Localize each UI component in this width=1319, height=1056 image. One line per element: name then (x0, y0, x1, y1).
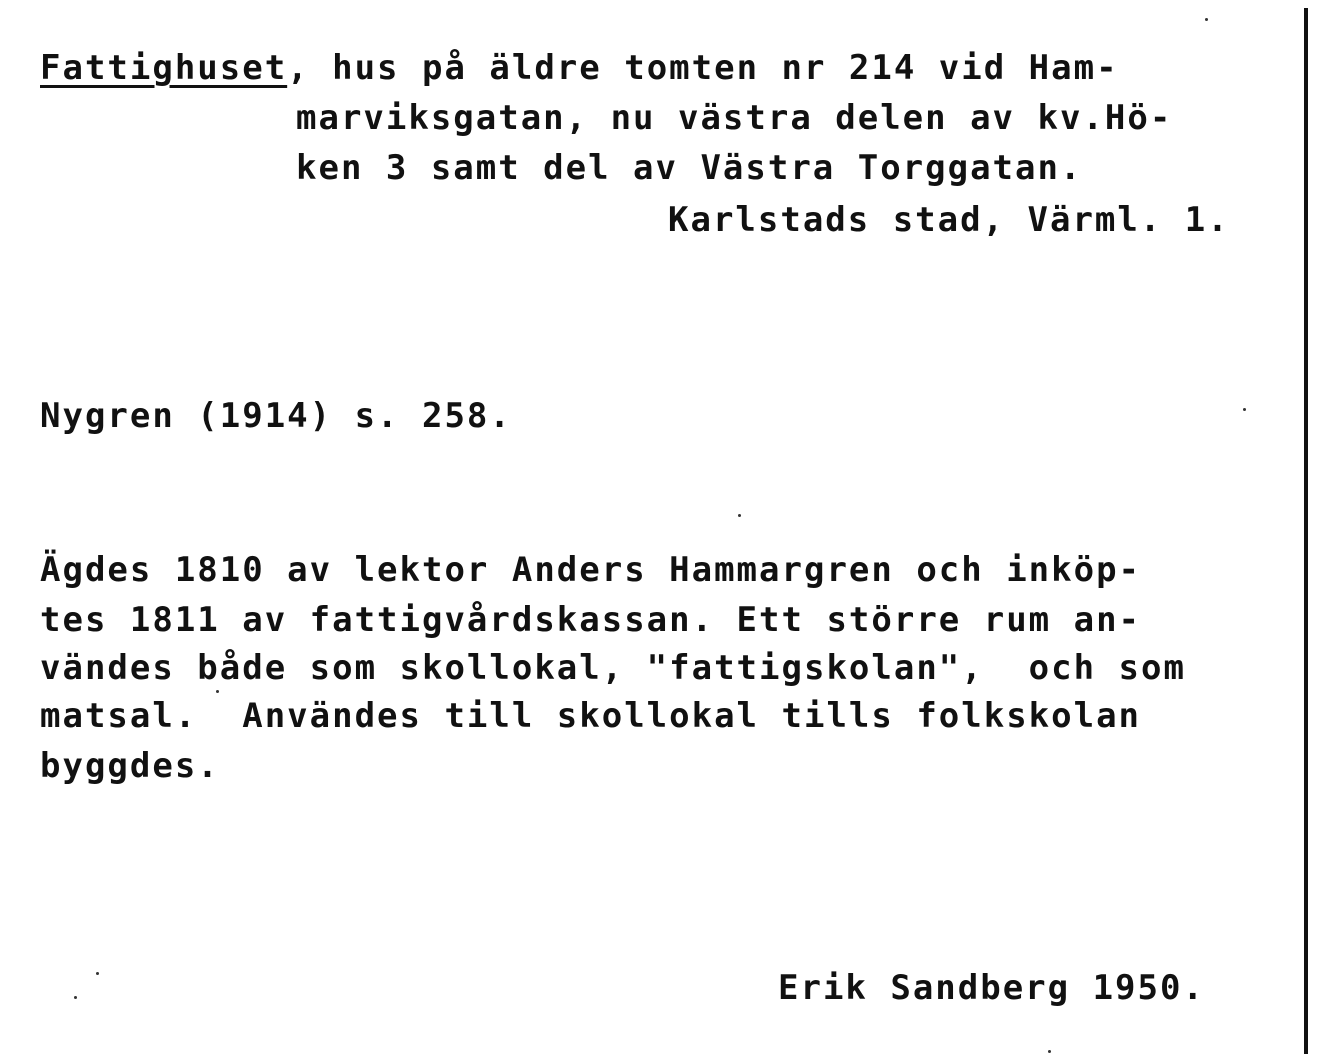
signature-line: Erik Sandberg 1950. (778, 968, 1205, 1008)
body-line-3: vändes både som skollokal, "fattigskolan", och som (40, 648, 1186, 688)
heading-line-3: ken 3 samt del av Västra Torggatan. (296, 148, 1083, 188)
location-line: Karlstads stad, Värml. 1. (668, 200, 1230, 240)
body-line-1: Ägdes 1810 av lektor Anders Hammargren och inköp- (40, 550, 1142, 590)
card-right-edge (1304, 8, 1308, 1054)
body-line-5: byggdes. (40, 746, 220, 786)
heading-text-1: , hus på äldre tomten nr 214 vid Ham- (287, 48, 1119, 88)
scan-speck (96, 972, 99, 975)
scan-speck (738, 514, 741, 517)
body-line-4: matsal. Användes till skollokal tills folkskolan (40, 696, 1142, 736)
scan-speck (216, 690, 219, 693)
reference-line: Nygren (1914) s. 258. (40, 396, 512, 436)
scan-speck (1243, 408, 1246, 411)
heading-line-1 (40, 48, 1119, 88)
body-line-2: tes 1811 av fattigvårdskassan. Ett större rum an- (40, 600, 1142, 640)
scan-speck (74, 996, 77, 999)
scan-speck (1048, 1050, 1051, 1053)
scan-speck (1205, 18, 1208, 21)
card-headword: Fattighuset (40, 48, 288, 88)
heading-line-2: marviksgatan, nu västra delen av kv.Hö- (296, 98, 1173, 138)
